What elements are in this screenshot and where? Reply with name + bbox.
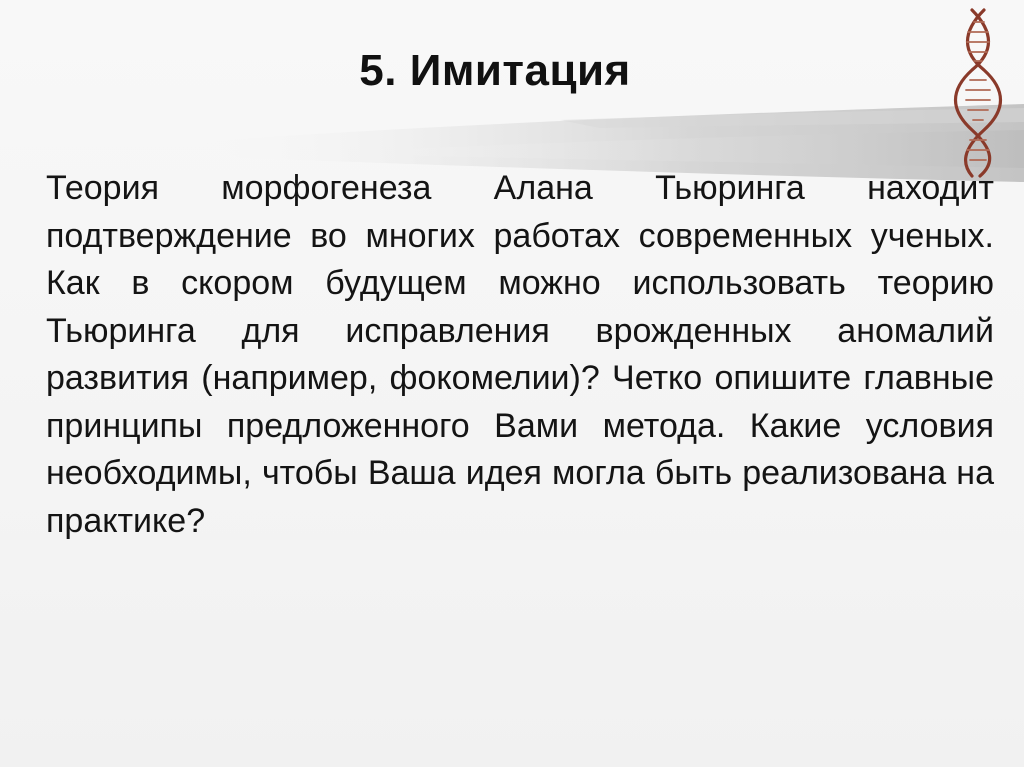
body-paragraph: Теория морфогенеза Алана Тьюринга находит подтверждение во многих работах современных ученых. Как в скором будущем можно использовать теорию Тьюринга для исправления врожденных аномалий развития (например, фокомелии)? Четко опишите главные принципы предложенного Вами метода. Какие условия необходимы, чтобы Ваша идея могла быть реализована на практике?: [46, 169, 994, 540]
slide-title: 5. Имитация: [359, 46, 631, 95]
